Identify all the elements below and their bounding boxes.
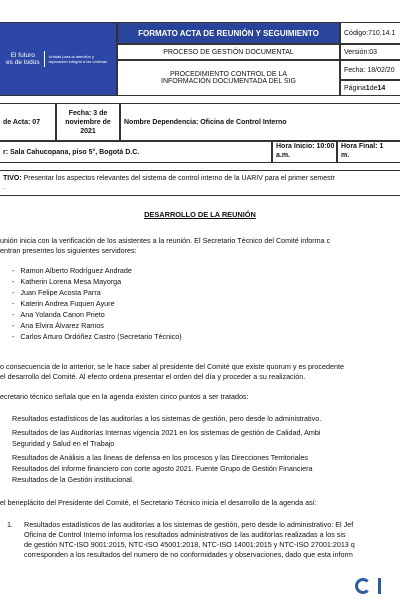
section-title: DESARROLLO DE LA REUNIÓN <box>144 210 256 219</box>
agenda-item-text: Resultados estadísticos de las auditorías a los sistemas de gestión, pero desde lo administrativo. <box>12 414 322 423</box>
paragraph-1-line-2: entran presentes los siguientes servidores: <box>0 246 137 255</box>
objective-text-cont: . <box>3 184 5 191</box>
doc-code: Código:710.14.1 <box>340 22 400 44</box>
item-1-line-3: de gestión NTC-ISO 9001:2015, NTC-ISO 45001:2018, NTC-ISO 14001:2015 y NTC-ISO 27001:2013 q <box>24 540 355 549</box>
logo-agency-text: Unidad para la atención y reparación integral a las víctimas <box>48 54 108 64</box>
paragraph-4: el beneplácito del Presidente del Comité, el Secretario Técnico inicia el desarrollo de la agenda así: <box>0 498 317 507</box>
meeting-date: Fecha: 3 de noviembre de 2021 <box>56 103 120 141</box>
bullet-dash: - <box>12 266 15 275</box>
procedure-name: PROCEDIMIENTO CONTROL DE LA INFORMACIÓN DOCUMENTADA DEL SIG <box>117 60 340 96</box>
agenda-item-text: Resultados del informe financiero con corte agosto 2021. Fuente Grupo de Gestión Financiera <box>12 464 313 473</box>
item-1-line-1: Resultados estadísticos de las auditorías a los sistemas de gestión, pero desde lo administrativo: El Jef <box>24 520 354 529</box>
meeting-place: r: Sala Cahucopana, piso 5°, Bogotá D.C. <box>0 141 272 163</box>
paragraph-3: ecretario técnico señala que en la agenda existen cinco puntos a ser tratados: <box>0 392 249 401</box>
start-time: Hora Inicio: 10:00 a.m. <box>272 141 337 163</box>
agenda-item-text: Resultados de las Auditorías Internas vigencia 2021 en los sistemas de gestión de Calidad, Ambi <box>12 428 321 437</box>
header-logo-cell <box>0 22 117 96</box>
bullet-dash: - <box>12 310 15 319</box>
footer-logo-secondary-icon <box>378 578 400 594</box>
agenda-item <box>12 439 114 448</box>
attendee-name: Katerin Andrea Fuquen Ayure <box>20 299 115 308</box>
bullet-dash: - <box>12 288 15 297</box>
bullet-dash: - <box>12 277 15 286</box>
objective-label: TIVO: <box>3 175 22 182</box>
logo-line1: El futuro <box>10 52 35 59</box>
attendee-name: Ana Elvira Álvarez Ramos <box>20 321 104 330</box>
attendee-item <box>12 332 182 341</box>
bullet-dash: - <box>12 332 15 341</box>
doc-date: Fecha: 18/02/20 <box>340 60 400 80</box>
attendee-item <box>12 321 104 330</box>
paragraph-1-line-1: unión inicia con la verificación de los asistentes a la reunión. El Secretario Técnico del Comité informa c <box>0 236 331 245</box>
agenda-item <box>12 414 321 423</box>
attendee-item <box>12 310 105 319</box>
doc-title: FORMATO ACTA DE REUNIÓN Y SEGUIMIENTO <box>117 22 340 44</box>
process-name: PROCESO DE GESTIÓN DOCUMENTAL <box>117 44 340 60</box>
agenda-item <box>12 453 308 462</box>
logo <box>6 51 109 67</box>
item-1-line-4: corresponden a los resultados del numero de no conformidades y observaciones, dado que esta inform <box>24 550 353 559</box>
attendee-name: Ana Yolanda Canon Prieto <box>20 310 105 319</box>
bullet-dash: - <box>12 321 15 330</box>
logo-divider <box>44 51 45 67</box>
end-time: Hora Final: 1 m. <box>337 141 400 163</box>
attendee-name: Carlos Arturo Ordóñez Castro (Secretario Técnico) <box>20 332 182 341</box>
item-1-number: 1. <box>7 520 13 529</box>
bullet-dash: - <box>12 299 15 308</box>
page-number: Página 1 de 14 <box>340 80 400 96</box>
attendee-item <box>12 299 115 308</box>
attendee-item <box>12 277 121 286</box>
footer-logo-icon <box>355 578 371 594</box>
paragraph-2-line-2: el desarrollo del Comité. Al efecto ordena presentar el orden del día y proceder a su realización. <box>0 372 306 381</box>
agenda-item <box>12 475 134 484</box>
paragraph-2-line-1: o consecuencia de lo anterior, se le hace saber al presidente del Comité que existe quorum y es procedente <box>0 362 345 371</box>
attendee-name: Ramon Alberto Rodríguez Andrade <box>20 266 132 275</box>
attendee-item <box>12 266 132 275</box>
attendee-name: Katherin Lorena Mesa Mayorga <box>20 277 122 286</box>
logo-line2: es de todos <box>6 59 40 66</box>
attendee-name: Juan Felipe Acosta Parra <box>20 288 101 297</box>
agenda-item-text: Seguridad y Salud en el Trabajo <box>12 439 115 448</box>
agenda-item <box>12 464 312 473</box>
agenda-item-text: Resultados de la Gestión institucional. <box>12 475 134 484</box>
objective-box <box>0 170 400 196</box>
agenda-item-text: Resultados de Análisis a las líneas de defensa en los procesos y las Direcciones Territoriales <box>12 453 308 462</box>
acta-number: de Acta: 07 <box>0 103 56 141</box>
attendee-item <box>12 288 101 297</box>
item-1-line-2: Oficina de Control Interno informa los resultados administrativos de las auditorías realizadas a los sis <box>24 530 346 539</box>
doc-version: Versión:03 <box>340 44 400 60</box>
agenda-item <box>12 428 320 437</box>
dependency-name: Nombre Dependencia: Oficina de Control Interno <box>120 103 400 141</box>
objective-text: Presentar los aspectos relevantes del sistema de control interno de la UARIV para el primer semestr <box>21 175 335 182</box>
